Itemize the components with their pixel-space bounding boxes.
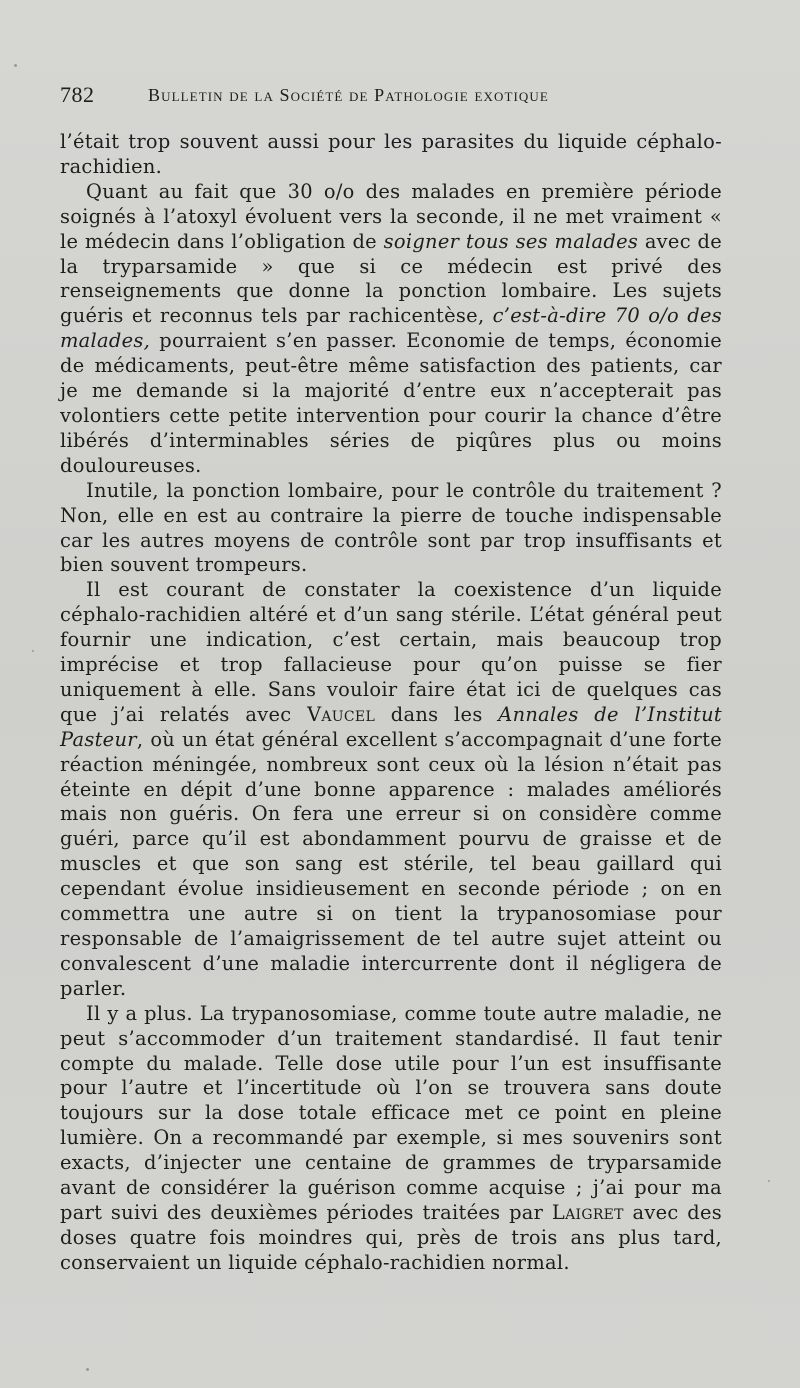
running-title: Bulletin de la Société de Pathologie exotique	[148, 85, 549, 105]
page-header	[60, 82, 740, 112]
text-segment: Il est courant de constater la coexistence d’un liquide céphalo-rachidien altéré et d’un sang stérile. L’état général peut fournir une indication, c’est certain, mais beaucoup trop imprécise et trop fallacieuse pour qu’on puisse se fier uniquement à elle. Sans vouloir faire état ici de quelques cas que j’ai relatés avec	[60, 578, 722, 726]
text-segment: Inutile, la ponction lombaire, pour le contrôle du traitement ? Non, elle en est au contraire la pierre de touche indispensable car les autres moyens de contrôle sont par trop insuffisants et bien souvent trompeurs.	[60, 478, 722, 577]
paragraph-p2	[60, 180, 722, 479]
paragraph-p5	[60, 1002, 722, 1276]
text-segment: Vaucel	[307, 702, 376, 726]
text-segment: Laigret	[551, 1200, 624, 1224]
text-segment: soigner tous ses malades	[383, 229, 639, 253]
text-segment: Annales de l’Institut Pasteur	[60, 702, 722, 751]
body-text	[60, 130, 722, 1276]
text-segment: c’est-à-dire 70 o/o des malades,	[60, 304, 722, 353]
page-number: 782	[60, 82, 95, 107]
scan-speck	[32, 650, 34, 652]
scan-speck	[14, 64, 17, 67]
paragraph-p1	[60, 130, 722, 180]
scan-speck	[768, 1180, 770, 1182]
text-segment: pourraient s’en passer. Economie de temps, économie de médicaments, peut-être même satisfaction des patients, car je me demande si la majorité d’entre eux n’accepterait pas volontiers cette petite intervention pour courir la chance d’être libérés d’interminables séries de piqûres plus ou moins douloureuses.	[60, 329, 722, 477]
text-segment: , où un état général excellent s’accompagnait d’une forte réaction méningée, nombreux sont ceux où la lésion n’était pas éteinte en dépit d’une bonne apparence : malades améliorés mais non guéris. On fera une erreur si on considère comme guéri, parce qu’il est abondamment pourvu de graisse et de muscles et que son sang est stérile, tel beau gaillard qui cependant évolue insidieusement en seconde période ; on en commettra une autre si on tient la trypanosomiase pour responsable de l’amaigrissement de tel autre sujet atteint ou convalescent d’une maladie intercurrente dont il négligera de parler.	[60, 727, 722, 1000]
paragraph-p4	[60, 578, 722, 1001]
scan-speck	[86, 1368, 89, 1371]
text-segment: Quant au fait que 30 o/o des malades en première période soignés à l’atoxyl évoluent vers la seconde, il ne met vraiment « le médecin dans l’obligation de	[60, 179, 722, 253]
text-segment: avec de la tryparsamide » que si ce médecin est privé des renseignements que donne la ponction lombaire. Les sujets guéris et reconnus tels par rachicentèse,	[60, 229, 723, 328]
paragraph-p3	[60, 479, 722, 579]
text-segment: dans les	[375, 702, 499, 726]
text-segment: avec des doses quatre fois moindres qui, près de trois ans plus tard, conservaient un liquide céphalo-rachidien normal.	[60, 1200, 722, 1274]
text-segment: Il y a plus. La trypanosomiase, comme toute autre maladie, ne peut s’accommoder d’un traitement standardisé. Il faut tenir compte du malade. Telle dose utile pour l’un est insuffisante pour l’autre et l’incertitude où l’on se trouvera sans doute toujours sur la dose totale efficace met ce point en pleine lumière. On a recommandé par exemple, si mes souvenirs sont exacts, d’injecter une centaine de grammes de tryparsamide avant de considérer la guérison comme acquise ; j’ai pour ma part suivi des deuxièmes périodes traitées par	[60, 1001, 722, 1224]
text-segment: l’était trop souvent aussi pour les parasites du liquide céphalo-rachidien.	[60, 130, 722, 178]
